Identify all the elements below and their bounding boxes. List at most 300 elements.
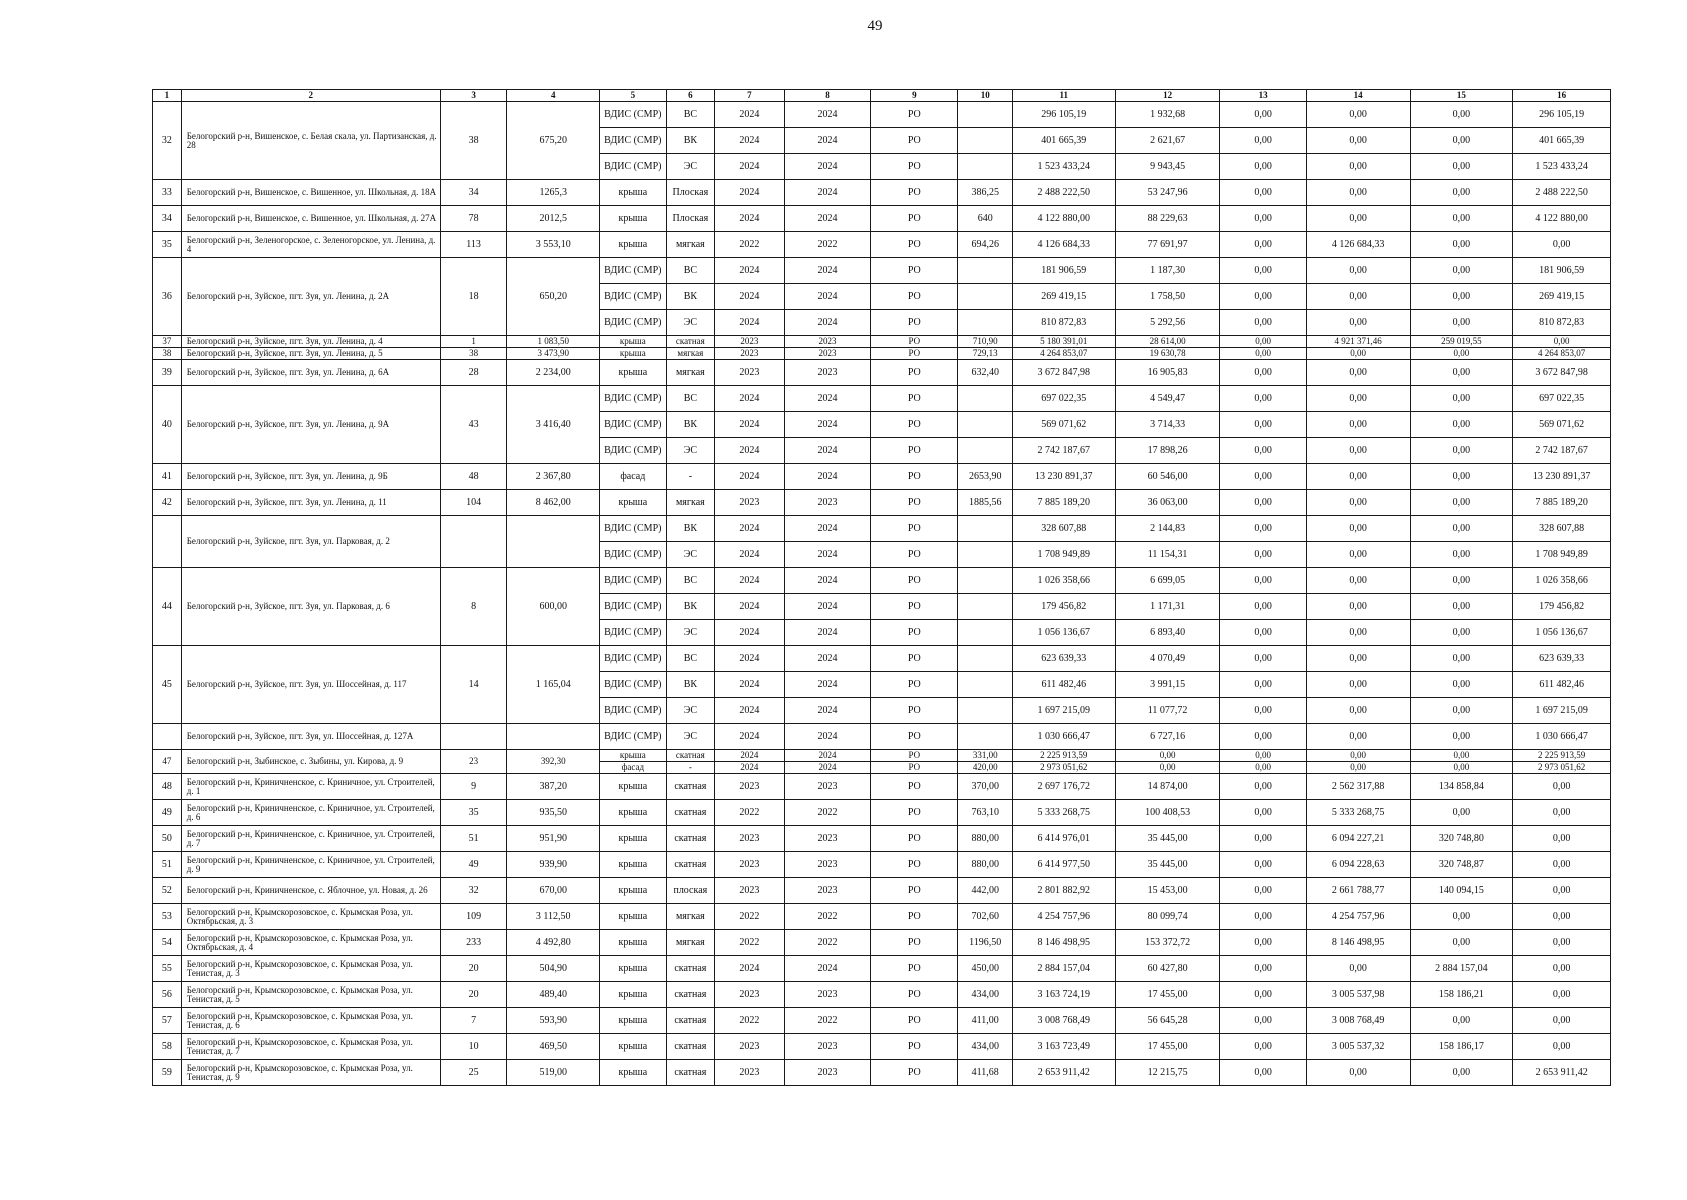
table-cell: 2022 [784, 930, 870, 956]
table-cell: 0,00 [1220, 774, 1306, 800]
work-type-cell: ВДИС (СМР) [599, 516, 666, 542]
table-cell: 104 [440, 490, 507, 516]
table-cell: 4 264 853,07 [1012, 348, 1115, 360]
table-cell: РО [871, 672, 958, 698]
table-cell: 2023 [784, 878, 870, 904]
table-cell: 49 [153, 800, 182, 826]
table-cell: 2 661 788,77 [1306, 878, 1410, 904]
table-cell: 0,00 [1220, 258, 1306, 284]
table-row [153, 258, 1611, 284]
table-cell: 0,00 [1220, 594, 1306, 620]
table-cell: 420,00 [958, 762, 1012, 774]
table-cell: 0,00 [1410, 438, 1513, 464]
table-cell: РО [871, 490, 958, 516]
table-cell: 52 [153, 878, 182, 904]
table-cell: фасад [599, 762, 666, 774]
table-cell: 38 [440, 102, 507, 180]
table-row [153, 516, 1611, 542]
table-cell [958, 620, 1012, 646]
table-cell: 1 708 949,89 [1012, 542, 1115, 568]
table-cell: 0,00 [1306, 698, 1410, 724]
table-cell: крыша [599, 750, 666, 762]
table-cell: 2024 [784, 206, 870, 232]
table-cell: 1 165,04 [507, 646, 599, 724]
table-cell: 0,00 [1220, 982, 1306, 1008]
table-row [153, 878, 1611, 904]
table-cell: РО [871, 956, 958, 982]
table-cell: 0,00 [1220, 750, 1306, 762]
table-cell: 600,00 [507, 568, 599, 646]
table-cell: 2 144,83 [1115, 516, 1220, 542]
address-cell: Белогорский р-н, Зуйское, пгт. Зуя, ул. Ленина, д. 6А [181, 360, 440, 386]
table-cell: 0,00 [1306, 102, 1410, 128]
address-cell: Белогорский р-н, Вишенское, с. Вишенное, ул. Школьная, д. 18А [181, 180, 440, 206]
table-cell: РО [871, 826, 958, 852]
work-type-cell: ВДИС (СМР) [599, 698, 666, 724]
table-cell: 2024 [715, 128, 785, 154]
table-cell: 0,00 [1513, 774, 1611, 800]
table-cell: 5 292,56 [1115, 310, 1220, 336]
work-type-cell: ВДИС (СМР) [599, 128, 666, 154]
table-cell: 0,00 [1306, 516, 1410, 542]
table-cell: 0,00 [1410, 310, 1513, 336]
table-cell: 0,00 [1306, 128, 1410, 154]
table-cell: скатная [666, 774, 714, 800]
address-cell: Белогорский р-н, Криничненское, с. Криничное, ул. Строителей, д. 1 [181, 774, 440, 800]
table-cell: 18 [440, 258, 507, 336]
table-cell: 0,00 [1410, 412, 1513, 438]
table-cell: 710,90 [958, 336, 1012, 348]
table-cell: 2 562 317,88 [1306, 774, 1410, 800]
table-cell: 2024 [715, 206, 785, 232]
table-cell: 0,00 [1220, 878, 1306, 904]
address-cell: Белогорский р-н, Криничненское, с. Криничное, ул. Строителей, д. 7 [181, 826, 440, 852]
table-cell: 2 234,00 [507, 360, 599, 386]
table-cell: РО [871, 982, 958, 1008]
table-cell: 2023 [784, 826, 870, 852]
table-cell: крыша [599, 336, 666, 348]
table-cell: 19 630,78 [1115, 348, 1220, 360]
table-cell: 2024 [784, 180, 870, 206]
table-cell: ВС [666, 646, 714, 672]
table-cell: ВК [666, 516, 714, 542]
column-header: 15 [1410, 90, 1513, 102]
table-cell: 2023 [784, 982, 870, 1008]
table-cell: 1 697 215,09 [1513, 698, 1611, 724]
table-row [153, 386, 1611, 412]
table-cell: 0,00 [1306, 724, 1410, 750]
table-cell: 179 456,82 [1513, 594, 1611, 620]
table-cell: 1 083,50 [507, 336, 599, 348]
table-cell: 37 [153, 336, 182, 348]
table-cell: 2024 [784, 646, 870, 672]
table-cell: 2024 [784, 154, 870, 180]
table-row [153, 826, 1611, 852]
table-cell: 0,00 [1306, 284, 1410, 310]
table-cell: РО [871, 852, 958, 878]
table-cell: 2 488 222,50 [1513, 180, 1611, 206]
table-cell: 0,00 [1220, 464, 1306, 490]
table-cell: ВС [666, 102, 714, 128]
table-cell: 2024 [784, 542, 870, 568]
table-cell: 0,00 [1410, 594, 1513, 620]
table-cell: 3 416,40 [507, 386, 599, 464]
table-cell: 2024 [715, 412, 785, 438]
table-cell: 0,00 [1410, 102, 1513, 128]
table-cell: 8 462,00 [507, 490, 599, 516]
table-cell: РО [871, 386, 958, 412]
table-cell: 0,00 [1410, 128, 1513, 154]
work-type-cell: ВДИС (СМР) [599, 154, 666, 180]
address-cell: Белогорский р-н, Зыбинское, с. Зыбины, ул. Кирова, д. 9 [181, 750, 440, 774]
table-cell: скатная [666, 852, 714, 878]
table-cell: 0,00 [1306, 542, 1410, 568]
table-cell: 2 884 157,04 [1012, 956, 1115, 982]
table-row [153, 102, 1611, 128]
table-cell: 2024 [784, 102, 870, 128]
table-cell: 77 691,97 [1115, 232, 1220, 258]
table-cell: 593,90 [507, 1008, 599, 1034]
table-cell: 53 247,96 [1115, 180, 1220, 206]
table-row [153, 568, 1611, 594]
table-cell: 4 549,47 [1115, 386, 1220, 412]
work-type-cell: ВДИС (СМР) [599, 386, 666, 412]
table-cell: 48 [153, 774, 182, 800]
table-cell: 650,20 [507, 258, 599, 336]
table-cell: 3 005 537,32 [1306, 1034, 1410, 1060]
table-cell: 2022 [715, 800, 785, 826]
table-cell: 2 973 051,62 [1012, 762, 1115, 774]
table-cell: 1 523 433,24 [1012, 154, 1115, 180]
table-cell: 4 921 371,46 [1306, 336, 1410, 348]
table-cell: 0,00 [1220, 930, 1306, 956]
table-cell: 2023 [715, 982, 785, 1008]
table-cell: 504,90 [507, 956, 599, 982]
table-cell: 60 546,00 [1115, 464, 1220, 490]
table-cell: 100 408,53 [1115, 800, 1220, 826]
table-cell: 2023 [715, 348, 785, 360]
table-cell: 181 906,59 [1513, 258, 1611, 284]
table-cell: 28 [440, 360, 507, 386]
table-cell: 9 [440, 774, 507, 800]
address-cell: Белогорский р-н, Крымскорозовское, с. Крымская Роза, ул. Тенистая, д. 6 [181, 1008, 440, 1034]
table-cell: 50 [153, 826, 182, 852]
table-cell: 320 748,87 [1410, 852, 1513, 878]
table-cell: крыша [599, 348, 666, 360]
table-cell: 4 122 880,00 [1513, 206, 1611, 232]
table-cell: 1 026 358,66 [1012, 568, 1115, 594]
table-cell: крыша [599, 180, 666, 206]
table-cell: 2012,5 [507, 206, 599, 232]
table-cell: крыша [599, 878, 666, 904]
table-row [153, 904, 1611, 930]
table-cell: 0,00 [1306, 258, 1410, 284]
table-cell: 2024 [784, 128, 870, 154]
table-cell: 0,00 [1306, 206, 1410, 232]
table-cell: 11 077,72 [1115, 698, 1220, 724]
table-cell: 0,00 [1513, 1034, 1611, 1060]
table-cell: 34 [440, 180, 507, 206]
table-cell: РО [871, 206, 958, 232]
table-cell: 158 186,17 [1410, 1034, 1513, 1060]
table-row [153, 360, 1611, 386]
table-cell: 951,90 [507, 826, 599, 852]
table-cell: 0,00 [1513, 232, 1611, 258]
address-cell: Белогорский р-н, Зуйское, пгт. Зуя, ул. Ленина, д. 4 [181, 336, 440, 348]
table-cell: 2 884 157,04 [1410, 956, 1513, 982]
table-cell: 2 973 051,62 [1513, 762, 1611, 774]
address-cell: Белогорский р-н, Крымскорозовское, с. Крымская Роза, ул. Октябрьская, д. 4 [181, 930, 440, 956]
column-number-header-row [153, 90, 1611, 102]
address-cell: Белогорский р-н, Зуйское, пгт. Зуя, ул. Парковая, д. 6 [181, 568, 440, 646]
table-cell [440, 724, 507, 750]
table-row [153, 232, 1611, 258]
table-cell: 2023 [784, 774, 870, 800]
table-cell: 1 [440, 336, 507, 348]
address-cell: Белогорский р-н, Крымскорозовское, с. Крымская Роза, ул. Октябрьская, д. 3 [181, 904, 440, 930]
table-cell: 0,00 [1513, 956, 1611, 982]
table-cell: 6 414 977,50 [1012, 852, 1115, 878]
table-cell: 401 665,39 [1012, 128, 1115, 154]
table-cell: 2024 [784, 412, 870, 438]
table-cell: 2 742 187,67 [1513, 438, 1611, 464]
column-header: 16 [1513, 90, 1611, 102]
table-cell: 0,00 [1220, 284, 1306, 310]
table-cell: 3 163 724,19 [1012, 982, 1115, 1008]
table-cell: 55 [153, 956, 182, 982]
table-cell: 39 [153, 360, 182, 386]
table-cell: 25 [440, 1060, 507, 1086]
table-cell: 4 264 853,07 [1513, 348, 1611, 360]
table-cell: 0,00 [1220, 516, 1306, 542]
table-cell: 694,26 [958, 232, 1012, 258]
table-cell: РО [871, 336, 958, 348]
table-cell: 78 [440, 206, 507, 232]
table-cell: 0,00 [1513, 852, 1611, 878]
table-cell [958, 154, 1012, 180]
table-cell: ВС [666, 258, 714, 284]
address-cell: Белогорский р-н, Зеленогорское, с. Зеленогорское, ул. Ленина, д. 4 [181, 232, 440, 258]
table-cell: РО [871, 154, 958, 180]
table-cell: 8 146 498,95 [1012, 930, 1115, 956]
table-cell: 0,00 [1410, 800, 1513, 826]
table-cell: 3 008 768,49 [1306, 1008, 1410, 1034]
table-cell: 38 [440, 348, 507, 360]
table-cell: 134 858,84 [1410, 774, 1513, 800]
table-cell: 328 607,88 [1513, 516, 1611, 542]
work-type-cell: ВДИС (СМР) [599, 412, 666, 438]
table-cell: 48 [440, 464, 507, 490]
table-cell: 386,25 [958, 180, 1012, 206]
table-cell: 53 [153, 904, 182, 930]
table-cell: 0,00 [1306, 348, 1410, 360]
table-cell: 5 333 268,75 [1306, 800, 1410, 826]
table-cell: 411,68 [958, 1060, 1012, 1086]
table-cell: 2022 [715, 232, 785, 258]
table-cell: РО [871, 412, 958, 438]
table-cell: 0,00 [1220, 646, 1306, 672]
table-cell: 2022 [784, 232, 870, 258]
table-cell [958, 594, 1012, 620]
table-cell: 2023 [715, 774, 785, 800]
table-cell: 1196,50 [958, 930, 1012, 956]
table-cell: 2023 [715, 878, 785, 904]
column-header: 3 [440, 90, 507, 102]
table-cell: мягкая [666, 490, 714, 516]
table-cell: 5 180 391,01 [1012, 336, 1115, 348]
table-cell: 0,00 [1220, 956, 1306, 982]
table-cell: 0,00 [1220, 568, 1306, 594]
table-cell: ВК [666, 412, 714, 438]
table-cell: РО [871, 800, 958, 826]
table-cell: 13 230 891,37 [1012, 464, 1115, 490]
table-cell: 60 427,80 [1115, 956, 1220, 982]
table-cell [958, 568, 1012, 594]
table-cell: - [666, 762, 714, 774]
table-cell: 2024 [715, 646, 785, 672]
table-cell [958, 672, 1012, 698]
column-header: 9 [871, 90, 958, 102]
table-cell: крыша [599, 800, 666, 826]
table-cell: крыша [599, 1060, 666, 1086]
table-cell: 810 872,83 [1012, 310, 1115, 336]
table-cell: 0,00 [1513, 982, 1611, 1008]
table-cell: 1 758,50 [1115, 284, 1220, 310]
table-cell: 153 372,72 [1115, 930, 1220, 956]
table-row [153, 956, 1611, 982]
table-cell: 0,00 [1410, 348, 1513, 360]
table-cell: 2024 [784, 620, 870, 646]
table-cell: 401 665,39 [1513, 128, 1611, 154]
table-cell: 670,00 [507, 878, 599, 904]
table-cell: 2023 [784, 348, 870, 360]
table-cell: 3 008 768,49 [1012, 1008, 1115, 1034]
table-cell: 1 697 215,09 [1012, 698, 1115, 724]
table-cell: 33 [153, 180, 182, 206]
table-cell: 14 [440, 646, 507, 724]
table-cell: 0,00 [1513, 336, 1611, 348]
table-cell: 35 [440, 800, 507, 826]
table-cell: 675,20 [507, 102, 599, 180]
table-cell: 5 333 268,75 [1012, 800, 1115, 826]
table-cell: ЭС [666, 698, 714, 724]
table-cell: крыша [599, 1008, 666, 1034]
table-cell: 0,00 [1410, 180, 1513, 206]
table-cell: 7 885 189,20 [1012, 490, 1115, 516]
table-cell: 0,00 [1410, 258, 1513, 284]
table-cell: 56 645,28 [1115, 1008, 1220, 1034]
table-cell: 0,00 [1306, 310, 1410, 336]
table-cell: 2024 [784, 284, 870, 310]
table-row [153, 180, 1611, 206]
table-cell: 3 473,90 [507, 348, 599, 360]
table-cell: 51 [153, 852, 182, 878]
table-cell: крыша [599, 206, 666, 232]
table-cell: 0,00 [1306, 464, 1410, 490]
table-cell: 8 146 498,95 [1306, 930, 1410, 956]
table-cell: 113 [440, 232, 507, 258]
table-cell: 0,00 [1220, 620, 1306, 646]
address-cell: Белогорский р-н, Вишенское, с. Вишенное, ул. Школьная, д. 27А [181, 206, 440, 232]
table-cell: 0,00 [1513, 930, 1611, 956]
table-cell: 6 414 976,01 [1012, 826, 1115, 852]
column-header: 10 [958, 90, 1012, 102]
table-cell: 0,00 [1220, 698, 1306, 724]
table-cell: 233 [440, 930, 507, 956]
table-cell: 0,00 [1220, 336, 1306, 348]
table-cell: 1 030 666,47 [1513, 724, 1611, 750]
table-cell: ВК [666, 594, 714, 620]
table-cell: 51 [440, 826, 507, 852]
table-cell: 450,00 [958, 956, 1012, 982]
table-cell: 0,00 [1220, 904, 1306, 930]
table-cell: 0,00 [1220, 102, 1306, 128]
table-cell: крыша [599, 232, 666, 258]
work-type-cell: ВДИС (СМР) [599, 284, 666, 310]
table-cell: Плоская [666, 180, 714, 206]
address-cell: Белогорский р-н, Зуйское, пгт. Зуя, ул. Ленина, д. 11 [181, 490, 440, 516]
table-cell: РО [871, 258, 958, 284]
table-cell: 0,00 [1513, 878, 1611, 904]
table-cell: 3 714,33 [1115, 412, 1220, 438]
table-cell: 0,00 [1410, 464, 1513, 490]
table-cell: крыша [599, 982, 666, 1008]
table-cell: скатная [666, 1060, 714, 1086]
table-cell: 32 [153, 102, 182, 180]
table-cell: 0,00 [1306, 672, 1410, 698]
table-cell: 2 621,67 [1115, 128, 1220, 154]
table-cell: 2023 [784, 1060, 870, 1086]
table-cell: 0,00 [1306, 750, 1410, 762]
table-cell: 2022 [784, 904, 870, 930]
table-cell: 2024 [715, 698, 785, 724]
table-cell: 2024 [715, 542, 785, 568]
table-cell: скатная [666, 826, 714, 852]
column-header: 11 [1012, 90, 1115, 102]
table-cell: 939,90 [507, 852, 599, 878]
table-cell: - [666, 464, 714, 490]
table-cell: РО [871, 284, 958, 310]
table-cell: РО [871, 464, 958, 490]
table-cell: 611 482,46 [1012, 672, 1115, 698]
table-cell: 2023 [784, 336, 870, 348]
table-cell: 2 653 911,42 [1513, 1060, 1611, 1086]
table-cell: 1 187,30 [1115, 258, 1220, 284]
table-cell: 35 445,00 [1115, 826, 1220, 852]
table-cell: 7 885 189,20 [1513, 490, 1611, 516]
table-cell: 6 699,05 [1115, 568, 1220, 594]
table-cell: 49 [440, 852, 507, 878]
table-cell: 2022 [784, 1008, 870, 1034]
table-cell: 0,00 [1306, 568, 1410, 594]
table-cell: 0,00 [1306, 154, 1410, 180]
table-cell: 2024 [715, 310, 785, 336]
table-cell: РО [871, 646, 958, 672]
table-cell: 0,00 [1410, 646, 1513, 672]
table-cell [507, 724, 599, 750]
column-header: 6 [666, 90, 714, 102]
table-cell: 109 [440, 904, 507, 930]
table-cell: 1 708 949,89 [1513, 542, 1611, 568]
table-cell: 0,00 [1410, 930, 1513, 956]
table-cell: 2024 [784, 672, 870, 698]
column-header: 7 [715, 90, 785, 102]
table-cell: 296 105,19 [1012, 102, 1115, 128]
table-row [153, 982, 1611, 1008]
address-cell: Белогорский р-н, Зуйское, пгт. Зуя, ул. Ленина, д. 5 [181, 348, 440, 360]
table-cell: 0,00 [1306, 360, 1410, 386]
table-cell [958, 258, 1012, 284]
